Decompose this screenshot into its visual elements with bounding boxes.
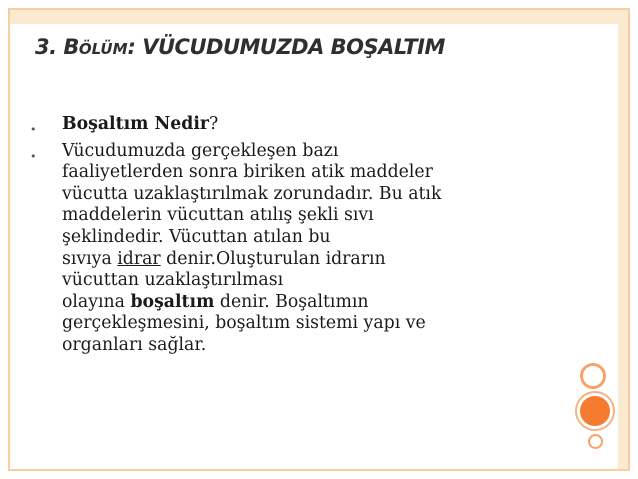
decorative-circle-outline <box>580 363 606 389</box>
decorative-circle-small-outline <box>588 434 603 449</box>
text-segment: ? <box>209 114 219 134</box>
title-part-2: : VÜCUDUMUZDA BOŞALTIM <box>127 35 445 59</box>
bullet-line: vücuttan uzaklaştırılması <box>62 270 284 291</box>
bold-term-bosaltim: boşaltım <box>130 291 215 312</box>
bullet-line: şeklindedir. Vücuttan atılan bu <box>62 226 331 247</box>
bullet-list <box>30 114 560 357</box>
text-segment: denir. Boşaltımın <box>214 291 369 312</box>
bullet-item-definition <box>30 141 560 357</box>
text-segment: denir.Oluşturulan idrarın <box>160 248 386 269</box>
underlined-term-idrar: idrar <box>117 248 161 269</box>
bullet-line <box>62 292 560 314</box>
bullet-line: faaliyetlerden sonra biriken atik maddeler <box>62 162 433 183</box>
bullet-line: maddelerin vücuttan atılış şekli sıvı <box>62 205 374 226</box>
bullet-line: organları sağlar. <box>62 334 207 355</box>
bullet-dot-icon: • <box>30 123 37 136</box>
bullet-line <box>62 249 560 271</box>
decorative-circle-filled <box>577 393 613 429</box>
bullet-line: Vücudumuzda gerçekleşen bazı <box>62 140 339 161</box>
text-segment: sıvıya <box>62 248 118 269</box>
bullet-line: gerçekleşmesini, boşaltım sistemi yapı ve <box>62 313 426 334</box>
bullet-line <box>62 114 560 136</box>
slide-title <box>35 35 445 59</box>
title-part-1: 3. B <box>35 35 79 59</box>
title-part-small-caps: ÖLÜM <box>78 40 128 58</box>
bullet-dot-icon: • <box>30 149 37 163</box>
bold-text: Boşaltım Nedir <box>62 114 210 134</box>
text-segment: olayına <box>62 291 131 312</box>
bullet-line: vücutta uzaklaştırılmak zorundadır. Bu atık <box>62 183 442 204</box>
bullet-item-heading <box>30 114 560 136</box>
